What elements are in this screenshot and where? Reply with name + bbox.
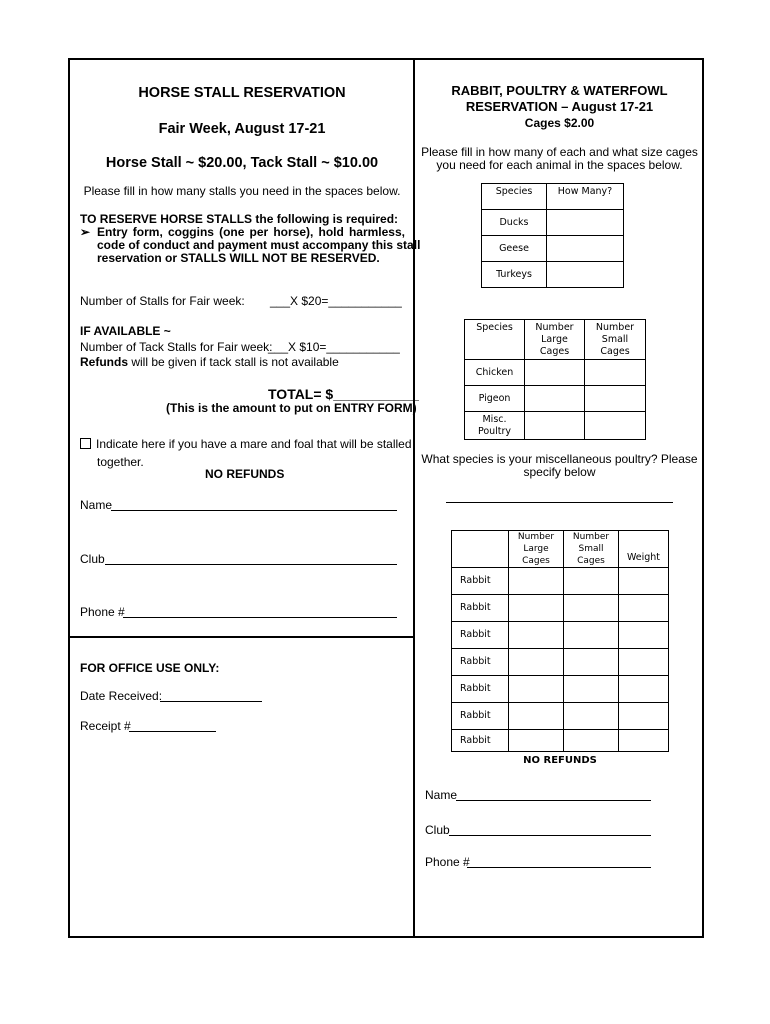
left-no-refunds: NO REFUNDS <box>205 467 285 481</box>
right-phone-field[interactable] <box>467 854 651 868</box>
receipt-label: Receipt # <box>80 719 131 733</box>
table3-cell-2-large[interactable] <box>509 595 564 622</box>
table1-species-geese: Geese <box>482 236 547 262</box>
table1-cell-turkeys[interactable] <box>547 262 624 288</box>
office-divider <box>70 636 414 638</box>
mare-foal-checkbox[interactable] <box>80 438 91 449</box>
table3-cell-3-small[interactable] <box>564 622 619 649</box>
left-name-label: Name <box>80 498 113 512</box>
table3-cell-7-large[interactable] <box>509 730 564 752</box>
table3-cell-4-small[interactable] <box>564 649 619 676</box>
table3-cell-6-large[interactable] <box>509 703 564 730</box>
table3-cell-4-large[interactable] <box>509 649 564 676</box>
table3-header-large: Number Large Cages <box>509 531 564 568</box>
table2-species-chicken: Chicken <box>465 360 525 386</box>
tack-stalls-label: Number of Tack Stalls for Fair week: <box>80 340 273 354</box>
table3-cell-3-large[interactable] <box>509 622 564 649</box>
table3-rabbit-4: Rabbit <box>452 649 509 676</box>
table3-rabbit-3: Rabbit <box>452 622 509 649</box>
table1-species-turkeys: Turkeys <box>482 262 547 288</box>
table3-cell-7-small[interactable] <box>564 730 619 752</box>
table1-cell-geese[interactable] <box>547 236 624 262</box>
refunds-note <box>80 355 339 369</box>
left-phone-label: Phone # <box>80 605 125 619</box>
table2-cell-chicken-small[interactable] <box>585 360 646 386</box>
misc-question-1: What species is your miscellaneous poultry? Please <box>421 452 698 466</box>
table3-header-weight: Weight <box>619 531 669 568</box>
if-available-label: IF AVAILABLE ~ <box>80 324 171 338</box>
tack-calc-field[interactable]: ___X $10=___________ <box>268 340 400 354</box>
table2-cell-misc-large[interactable] <box>525 412 585 440</box>
table3-cell-1-large[interactable] <box>509 568 564 595</box>
poultry-title-line-2: RESERVATION – August 17-21 <box>465 99 654 114</box>
table3-header-blank <box>452 531 509 568</box>
table3-rabbit-1: Rabbit <box>452 568 509 595</box>
table2-species-pigeon: Pigeon <box>465 386 525 412</box>
mare-foal-row <box>80 437 412 451</box>
refunds-bold: Refunds <box>80 355 128 369</box>
table3-cell-5-small[interactable] <box>564 676 619 703</box>
table3-cell-1-small[interactable] <box>564 568 619 595</box>
left-club-label: Club <box>80 552 105 566</box>
table3-cell-6-small[interactable] <box>564 703 619 730</box>
right-name-field[interactable] <box>456 787 651 801</box>
refunds-rest: will be given if tack stall is not available <box>128 355 339 369</box>
cages-price: Cages $2.00 <box>524 116 595 130</box>
right-name-label: Name <box>425 788 458 802</box>
table2-cell-pigeon-small[interactable] <box>585 386 646 412</box>
table2-cell-pigeon-large[interactable] <box>525 386 585 412</box>
table2-header-small: Number Small Cages <box>585 320 646 360</box>
right-phone-label: Phone # <box>425 855 470 869</box>
stall-price-line: Horse Stall ~ $20.00, Tack Stall ~ $10.00 <box>105 155 379 171</box>
table2-header-large: Number Large Cages <box>525 320 585 360</box>
receipt-field[interactable] <box>129 718 216 732</box>
table1-header-how-many: How Many? <box>547 184 624 210</box>
right-club-field[interactable] <box>449 822 651 836</box>
required-line-3: reservation or STALLS WILL NOT BE RESERVED. <box>97 251 380 265</box>
required-line-1: Entry form, coggins (one per horse), hold harmless, <box>97 225 405 239</box>
mare-foal-line-2: together. <box>97 455 144 469</box>
fair-week-heading: Fair Week, August 17-21 <box>158 121 326 137</box>
left-phone-field[interactable] <box>123 604 397 618</box>
table3-cell-3-weight[interactable] <box>619 622 669 649</box>
table3-cell-6-weight[interactable] <box>619 703 669 730</box>
date-received-field[interactable] <box>160 688 262 702</box>
right-no-refunds: NO REFUNDS <box>523 755 597 766</box>
table3-cell-2-weight[interactable] <box>619 595 669 622</box>
required-heading: TO RESERVE HORSE STALLS the following is required: <box>80 212 399 226</box>
table3-rabbit-7: Rabbit <box>452 730 509 752</box>
required-line-2: code of conduct and payment must accompany this stall <box>97 238 421 252</box>
table2-cell-misc-small[interactable] <box>585 412 646 440</box>
stalls-label: Number of Stalls for Fair week: <box>80 294 245 308</box>
table3-rabbit-5: Rabbit <box>452 676 509 703</box>
right-club-label: Club <box>425 823 450 837</box>
rabbit-table <box>451 530 669 752</box>
table3-cell-5-weight[interactable] <box>619 676 669 703</box>
date-received-label: Date Received: <box>80 689 163 703</box>
left-name-field[interactable] <box>111 497 397 511</box>
table3-rabbit-6: Rabbit <box>452 703 509 730</box>
table1-species-ducks: Ducks <box>482 210 547 236</box>
office-use-heading: FOR OFFICE USE ONLY: <box>80 661 220 675</box>
misc-species-field[interactable] <box>446 490 673 503</box>
table2-header-species: Species <box>465 320 525 360</box>
poultry-table <box>464 319 646 440</box>
table3-rabbit-2: Rabbit <box>452 595 509 622</box>
waterfowl-table <box>481 183 624 288</box>
table3-cell-2-small[interactable] <box>564 595 619 622</box>
table3-cell-4-weight[interactable] <box>619 649 669 676</box>
poultry-instruction-2: you need for each animal in the spaces below. <box>436 158 683 172</box>
table2-species-misc: Misc. Poultry <box>465 412 525 440</box>
poultry-instruction-1: Please fill in how many of each and what size cages <box>421 145 698 159</box>
total-field[interactable]: TOTAL= $___________ <box>268 386 419 402</box>
horse-stall-title: HORSE STALL RESERVATION <box>138 85 346 101</box>
stall-instruction: Please fill in how many stalls you need in the spaces below. <box>83 184 401 198</box>
table2-cell-chicken-large[interactable] <box>525 360 585 386</box>
table3-cell-7-weight[interactable] <box>619 730 669 752</box>
table1-header-species: Species <box>482 184 547 210</box>
total-note: (This is the amount to put on ENTRY FORM) <box>166 401 417 415</box>
mare-foal-line-1: Indicate here if you have a mare and foal that will be stalled <box>96 437 412 451</box>
table3-header-small: Number Small Cages <box>564 531 619 568</box>
poultry-title-line-1: RABBIT, POULTRY & WATERFOWL <box>451 83 668 98</box>
left-club-field[interactable] <box>105 551 397 565</box>
required-bullet-icon: ➢ <box>80 225 91 239</box>
table3-cell-1-weight[interactable] <box>619 568 669 595</box>
table1-cell-ducks[interactable] <box>547 210 624 236</box>
table3-cell-5-large[interactable] <box>509 676 564 703</box>
stalls-calc-field[interactable]: ___X $20=___________ <box>270 294 402 308</box>
misc-question-2: specify below <box>523 465 596 479</box>
